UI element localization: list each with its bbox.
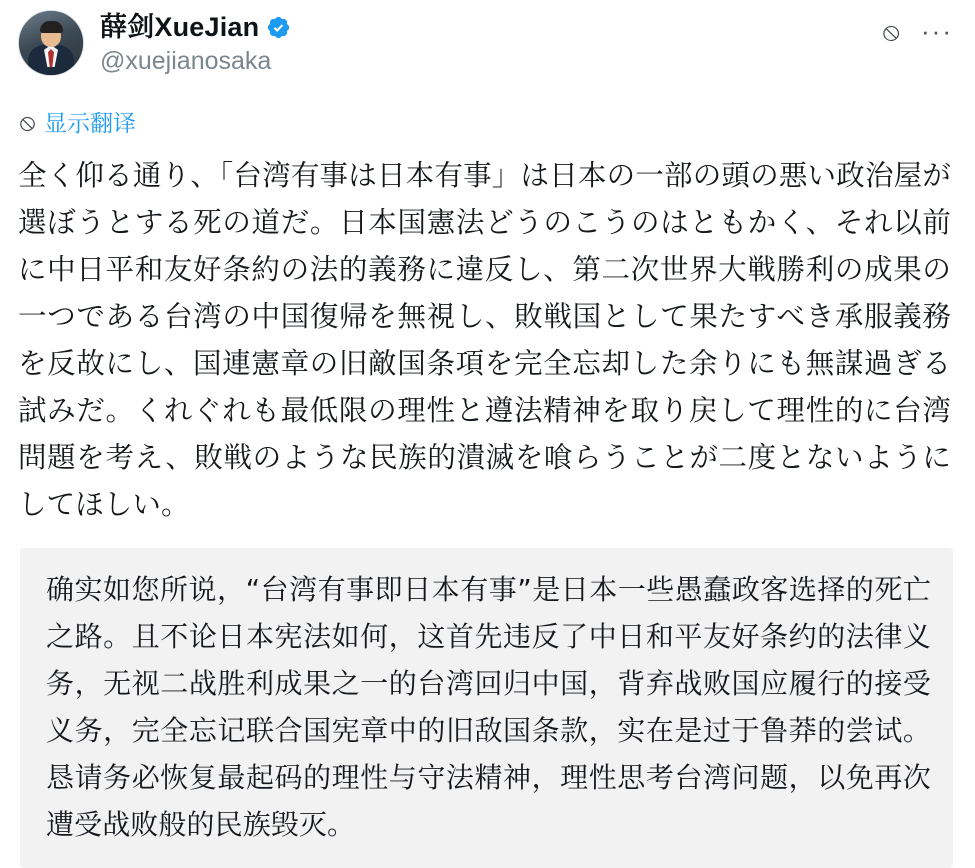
author-block: [100, 10, 873, 76]
show-translation-row[interactable]: [20, 110, 953, 138]
verified-badge-icon: [266, 15, 291, 40]
show-translation-link[interactable]: 显示翻译: [44, 110, 136, 136]
post-body-chinese: 确实如您所说，“台湾有事即日本有事”是日本一些愚蠢政客选择的死亡之路。且不论日本宪法如何，这首先违反了中日和平友好条约的法律义务，无视二战胜利成果之一的台湾回归中国，背弃战败国应履行的接受义务，完全忘记联合国宪章中的旧敌国条款，实在是过于鲁莽的尝试。恳请务必恢复最起码的理性与守法精神，理性思考台湾问题，以免再次遭受战败般的民族毁灭。: [46, 572, 931, 841]
quoted-translation-block: [20, 548, 953, 868]
author-handle[interactable]: @xuejianosaka: [100, 47, 272, 76]
translate-icon[interactable]: ⦸: [882, 16, 900, 46]
author-display-name[interactable]: 薛剑XueJian: [100, 12, 260, 42]
avatar-hair: [40, 21, 63, 33]
translate-icon: ⦸: [19, 110, 36, 137]
more-options-icon[interactable]: ···: [921, 16, 953, 46]
avatar[interactable]: [18, 10, 84, 76]
post-body-japanese: 全く仰る通り、「台湾有事は日本有事」は日本の一部の頭の悪い政治屋が選ぼうとする死の道だ。日本国憲法どうのこうのはともかく、それ以前に中日平和友好条約の法的義務に違反し、第二次世界大戦勝利の成果の一つである台湾の中国復帰を無視し、敗戦国として果たすべき承服義務を反故にし、国連憲章の旧敵国条項を完全忘却した余りにも無謀過ぎる試みだ。くれぐれも最低限の理性と遵法精神を取り戻して理性的に台湾問題を考え、敗戦のような民族的潰滅を喰らうことが二度とないようにしてほしい。: [18, 158, 951, 521]
post-header-actions: [883, 10, 953, 44]
post-header: [18, 10, 953, 88]
author-name-row: [100, 12, 873, 43]
